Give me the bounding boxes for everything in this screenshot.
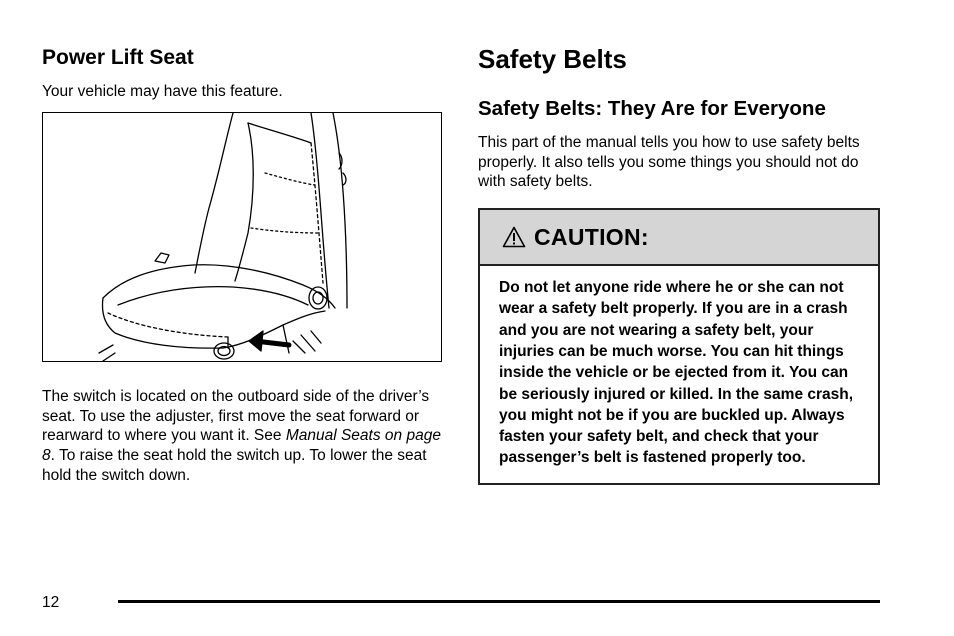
page-number: 12 bbox=[42, 594, 60, 611]
section-heading-safety-belts: Safety Belts bbox=[478, 44, 627, 74]
right-column bbox=[478, 42, 880, 485]
left-column bbox=[42, 44, 444, 486]
safety-belts-intro: This part of the manual tells you how to use safety belts properly. It also tells you some things you should not do with safety belts. bbox=[478, 134, 860, 191]
footer-divider bbox=[118, 600, 880, 603]
switch-instructions bbox=[42, 387, 444, 486]
subheading-they-are-for-everyone: Safety Belts: They Are for Everyone bbox=[478, 97, 826, 120]
manual-seats-reference: Manual Seats on page 8 bbox=[42, 427, 441, 465]
caution-box bbox=[478, 208, 880, 485]
switch-text-part-2: . To raise the seat hold the switch up. To lower the seat hold the switch down. bbox=[42, 447, 427, 484]
caution-header bbox=[480, 210, 878, 266]
power-seat-illustration bbox=[42, 112, 442, 362]
caution-text: Do not let anyone ride where he or she can not wear a safety belt properly. If you are in a crash and you are not wearing a safety belt, your injuries can be much worse. You can hit things inside the vehicle or be ejected from it. You can be seriously injured or killed. In the same crash, you might not be if you are buckled up. Always fasten your safety belt, and check that your passenger’s belt is fastened properly too. bbox=[499, 279, 854, 467]
section-heading-power-lift-seat: Power Lift Seat bbox=[42, 46, 194, 69]
warning-triangle-icon bbox=[502, 226, 526, 248]
caution-title: CAUTION: bbox=[534, 223, 649, 250]
feature-note: Your vehicle may have this feature. bbox=[42, 83, 283, 100]
switch-text-part-1: The switch is located on the outboard side of the driver’s seat. To use the adjuster, first move the seat forward or rearward to where you want it. See bbox=[42, 388, 430, 445]
